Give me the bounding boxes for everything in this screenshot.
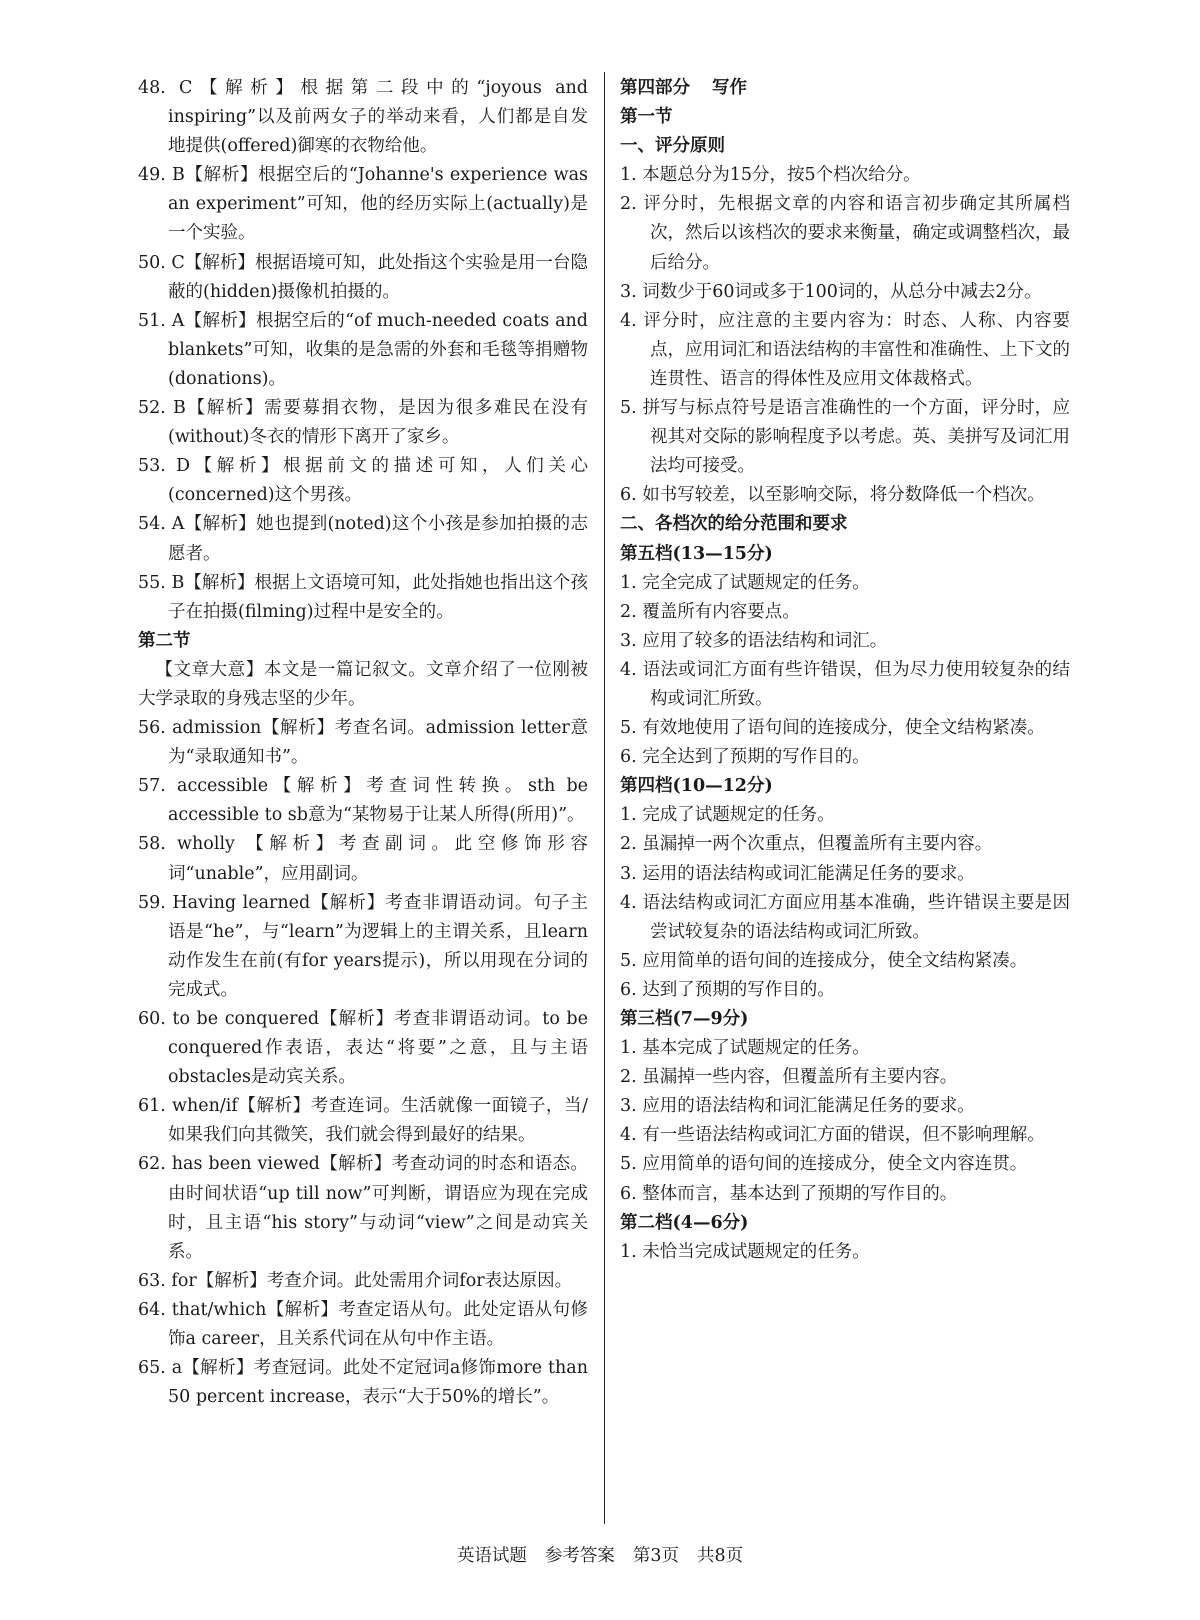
band-item: 2. 覆盖所有内容要点。 xyxy=(620,601,800,622)
ranges-heading: 二、各档次的给分范围和要求 xyxy=(620,514,848,535)
band-item: 5. 应用简单的语句间的连接成分，使全文内容连贯。 xyxy=(620,1154,1028,1175)
band-heading: 第三档(7—9分) xyxy=(620,1009,749,1029)
answer-item: 60. to be conquered【解析】考查非谓语动词。to be conquered作表语，表达“将要”之意，且与主语obstacles是动宾关系。 xyxy=(138,1009,588,1088)
answer-item: 55. B【解析】根据上文语境可知，此处指她也指出这个孩子在拍摄(filming)过程中是安全的。 xyxy=(138,572,588,622)
footer-doc: 参考答案 xyxy=(544,1546,615,1566)
principle-item: 1. 本题总分为15分，按5个档次给分。 xyxy=(620,165,921,186)
band-item: 4. 有一些语法结构或词汇方面的错误，但不影响理解。 xyxy=(620,1125,1045,1146)
band-item: 1. 完全完成了试题规定的任务。 xyxy=(620,572,870,593)
band-item: 1. 完成了试题规定的任务。 xyxy=(620,805,835,826)
answer-item: 54. A【解析】她也提到(noted)这个小孩是参加拍摄的志愿者。 xyxy=(138,514,588,564)
band-item: 5. 应用简单的语句间的连接成分，使全文结构紧凑。 xyxy=(620,950,1028,971)
right-column xyxy=(620,74,1070,1267)
left-column xyxy=(138,74,588,1412)
section-heading: 第二节 xyxy=(138,630,191,651)
band-item: 5. 有效地使用了语句间的连接成分，使全文结构紧凑。 xyxy=(620,718,1045,739)
band-item: 4. 语法结构或词汇方面应用基本准确，些许错误主要是因尝试较复杂的语法结构或词汇所致。 xyxy=(620,892,1070,942)
principle-item: 4. 评分时，应注意的主要内容为：时态、人称、内容要点，应用词汇和语法结构的丰富性和准确性、上下文的连贯性、语言的得体性及应用文体裁格式。 xyxy=(620,310,1070,389)
answer-item: 56. admission【解析】考查名词。admission letter意为“录取通知书”。 xyxy=(138,718,588,768)
page-footer xyxy=(0,1542,1200,1567)
principle-item: 2. 评分时，先根据文章的内容和语言初步确定其所属档次，然后以该档次的要求来衡量，确定或调整档次，最后给分。 xyxy=(620,194,1070,273)
answer-item: 53. D【解析】根据前文的描述可知，人们关心(concerned)这个男孩。 xyxy=(138,456,588,506)
band-item: 3. 应用的语法结构和词汇能满足任务的要求。 xyxy=(620,1096,975,1117)
band-item: 6. 整体而言，基本达到了预期的写作目的。 xyxy=(620,1183,958,1204)
band-heading: 第二档(4—6分) xyxy=(620,1212,749,1233)
answer-item: 58. wholly 【解析】考查副词。此空修饰形容词“unable”，应用副词。 xyxy=(138,834,588,884)
answer-item: 64. that/which【解析】考查定语从句。此处定语从句修饰a career，且关系代词在从句中作主语。 xyxy=(138,1299,588,1350)
answer-item: 59. Having learned【解析】考查非谓语动词。句子主语是“he”，与“learn”为逻辑上的主谓关系，且learn动作发生在前(有for years提示)，所以用现在分词的完成式。 xyxy=(138,892,588,1000)
band-item: 4. 语法或词汇方面有些许错误，但为尽力使用较复杂的结构或词汇所致。 xyxy=(620,659,1070,709)
principle-item: 6. 如书写较差，以至影响交际，将分数降低一个档次。 xyxy=(620,485,1045,506)
band-item: 1. 未恰当完成试题规定的任务。 xyxy=(620,1241,870,1262)
band-item: 3. 应用了较多的语法结构和词汇。 xyxy=(620,630,888,651)
column-divider xyxy=(604,72,605,1524)
principles-heading: 一、评分原则 xyxy=(620,136,725,157)
band-item: 1. 基本完成了试题规定的任务。 xyxy=(620,1038,870,1059)
band-heading: 第四档(10—12分) xyxy=(620,776,773,797)
answer-item: 51. A【解析】根据空后的“of much-needed coats and blankets”可知，收集的是急需的外套和毛毯等捐赠物(donations)。 xyxy=(138,310,588,389)
answer-item: 62. has been viewed【解析】考查动词的时态和语态。由时间状语“up till now”可判断，谓语应为现在完成时，且主语“his story”与动词“view”之间是动宾关系。 xyxy=(138,1154,588,1262)
band-item: 6. 达到了预期的写作目的。 xyxy=(620,979,835,1000)
section-heading: 第一节 xyxy=(620,107,673,128)
band-item: 6. 完全达到了预期的写作目的。 xyxy=(620,747,870,768)
answer-item: 49. B【解析】根据空后的“Johanne's experience was an experiment”可知，他的经历实际上(actually)是一个实验。 xyxy=(138,165,588,244)
band-heading: 第五档(13—15分) xyxy=(620,543,773,564)
answer-item: 65. a【解析】考查冠词。此处不定冠词a修饰more than 50 percent increase，表示“大于50%的增长”。 xyxy=(138,1358,588,1408)
answer-item: 50. C【解析】根据语境可知，此处指这个实验是用一台隐蔽的(hidden)摄像机拍摄的。 xyxy=(138,252,588,302)
answer-item: 48. C【解析】根据第二段中的“joyous and inspiring”以及前两女子的举动来看，人们都是自发地提供(offered)御寒的衣物给他。 xyxy=(138,78,588,157)
band-item: 2. 虽漏掉一两个次重点，但覆盖所有主要内容。 xyxy=(620,834,993,855)
answer-item: 52. B【解析】需要募捐衣物，是因为很多难民在没有(without)冬衣的情形下离开了家乡。 xyxy=(138,398,588,448)
answer-item: 57. accessible【解析】考查词性转换。sth be accessible to sb意为“某物易于让某人所得(所用)”。 xyxy=(138,776,588,826)
part-heading xyxy=(620,74,1070,103)
article-summary: 【文章大意】本文是一篇记叙文。文章介绍了一位刚被大学录取的身残志坚的少年。 xyxy=(138,659,588,709)
band-item: 2. 虽漏掉一些内容，但覆盖所有主要内容。 xyxy=(620,1067,958,1088)
footer-subject: 英语试题 xyxy=(456,1546,527,1566)
footer-page: 第3页 xyxy=(632,1546,679,1566)
part-title: 写作 xyxy=(712,78,747,98)
part-label: 第四部分 xyxy=(620,78,690,98)
band-item: 3. 运用的语法结构或词汇能满足任务的要求。 xyxy=(620,863,975,884)
answer-item: 61. when/if【解析】考查连词。生活就像一面镜子，当/如果我们向其微笑，我们就会得到最好的结果。 xyxy=(138,1096,588,1146)
principle-item: 5. 拼写与标点符号是语言准确性的一个方面，评分时，应视其对交际的影响程度予以考虑。英、美拼写及词汇用法均可接受。 xyxy=(620,398,1070,477)
answer-item: 63. for【解析】考查介词。此处需用介词for表达原因。 xyxy=(138,1270,573,1291)
principle-item: 3. 词数少于60词或多于100词的，从总分中减去2分。 xyxy=(620,281,1042,302)
footer-total: 共8页 xyxy=(697,1546,744,1566)
